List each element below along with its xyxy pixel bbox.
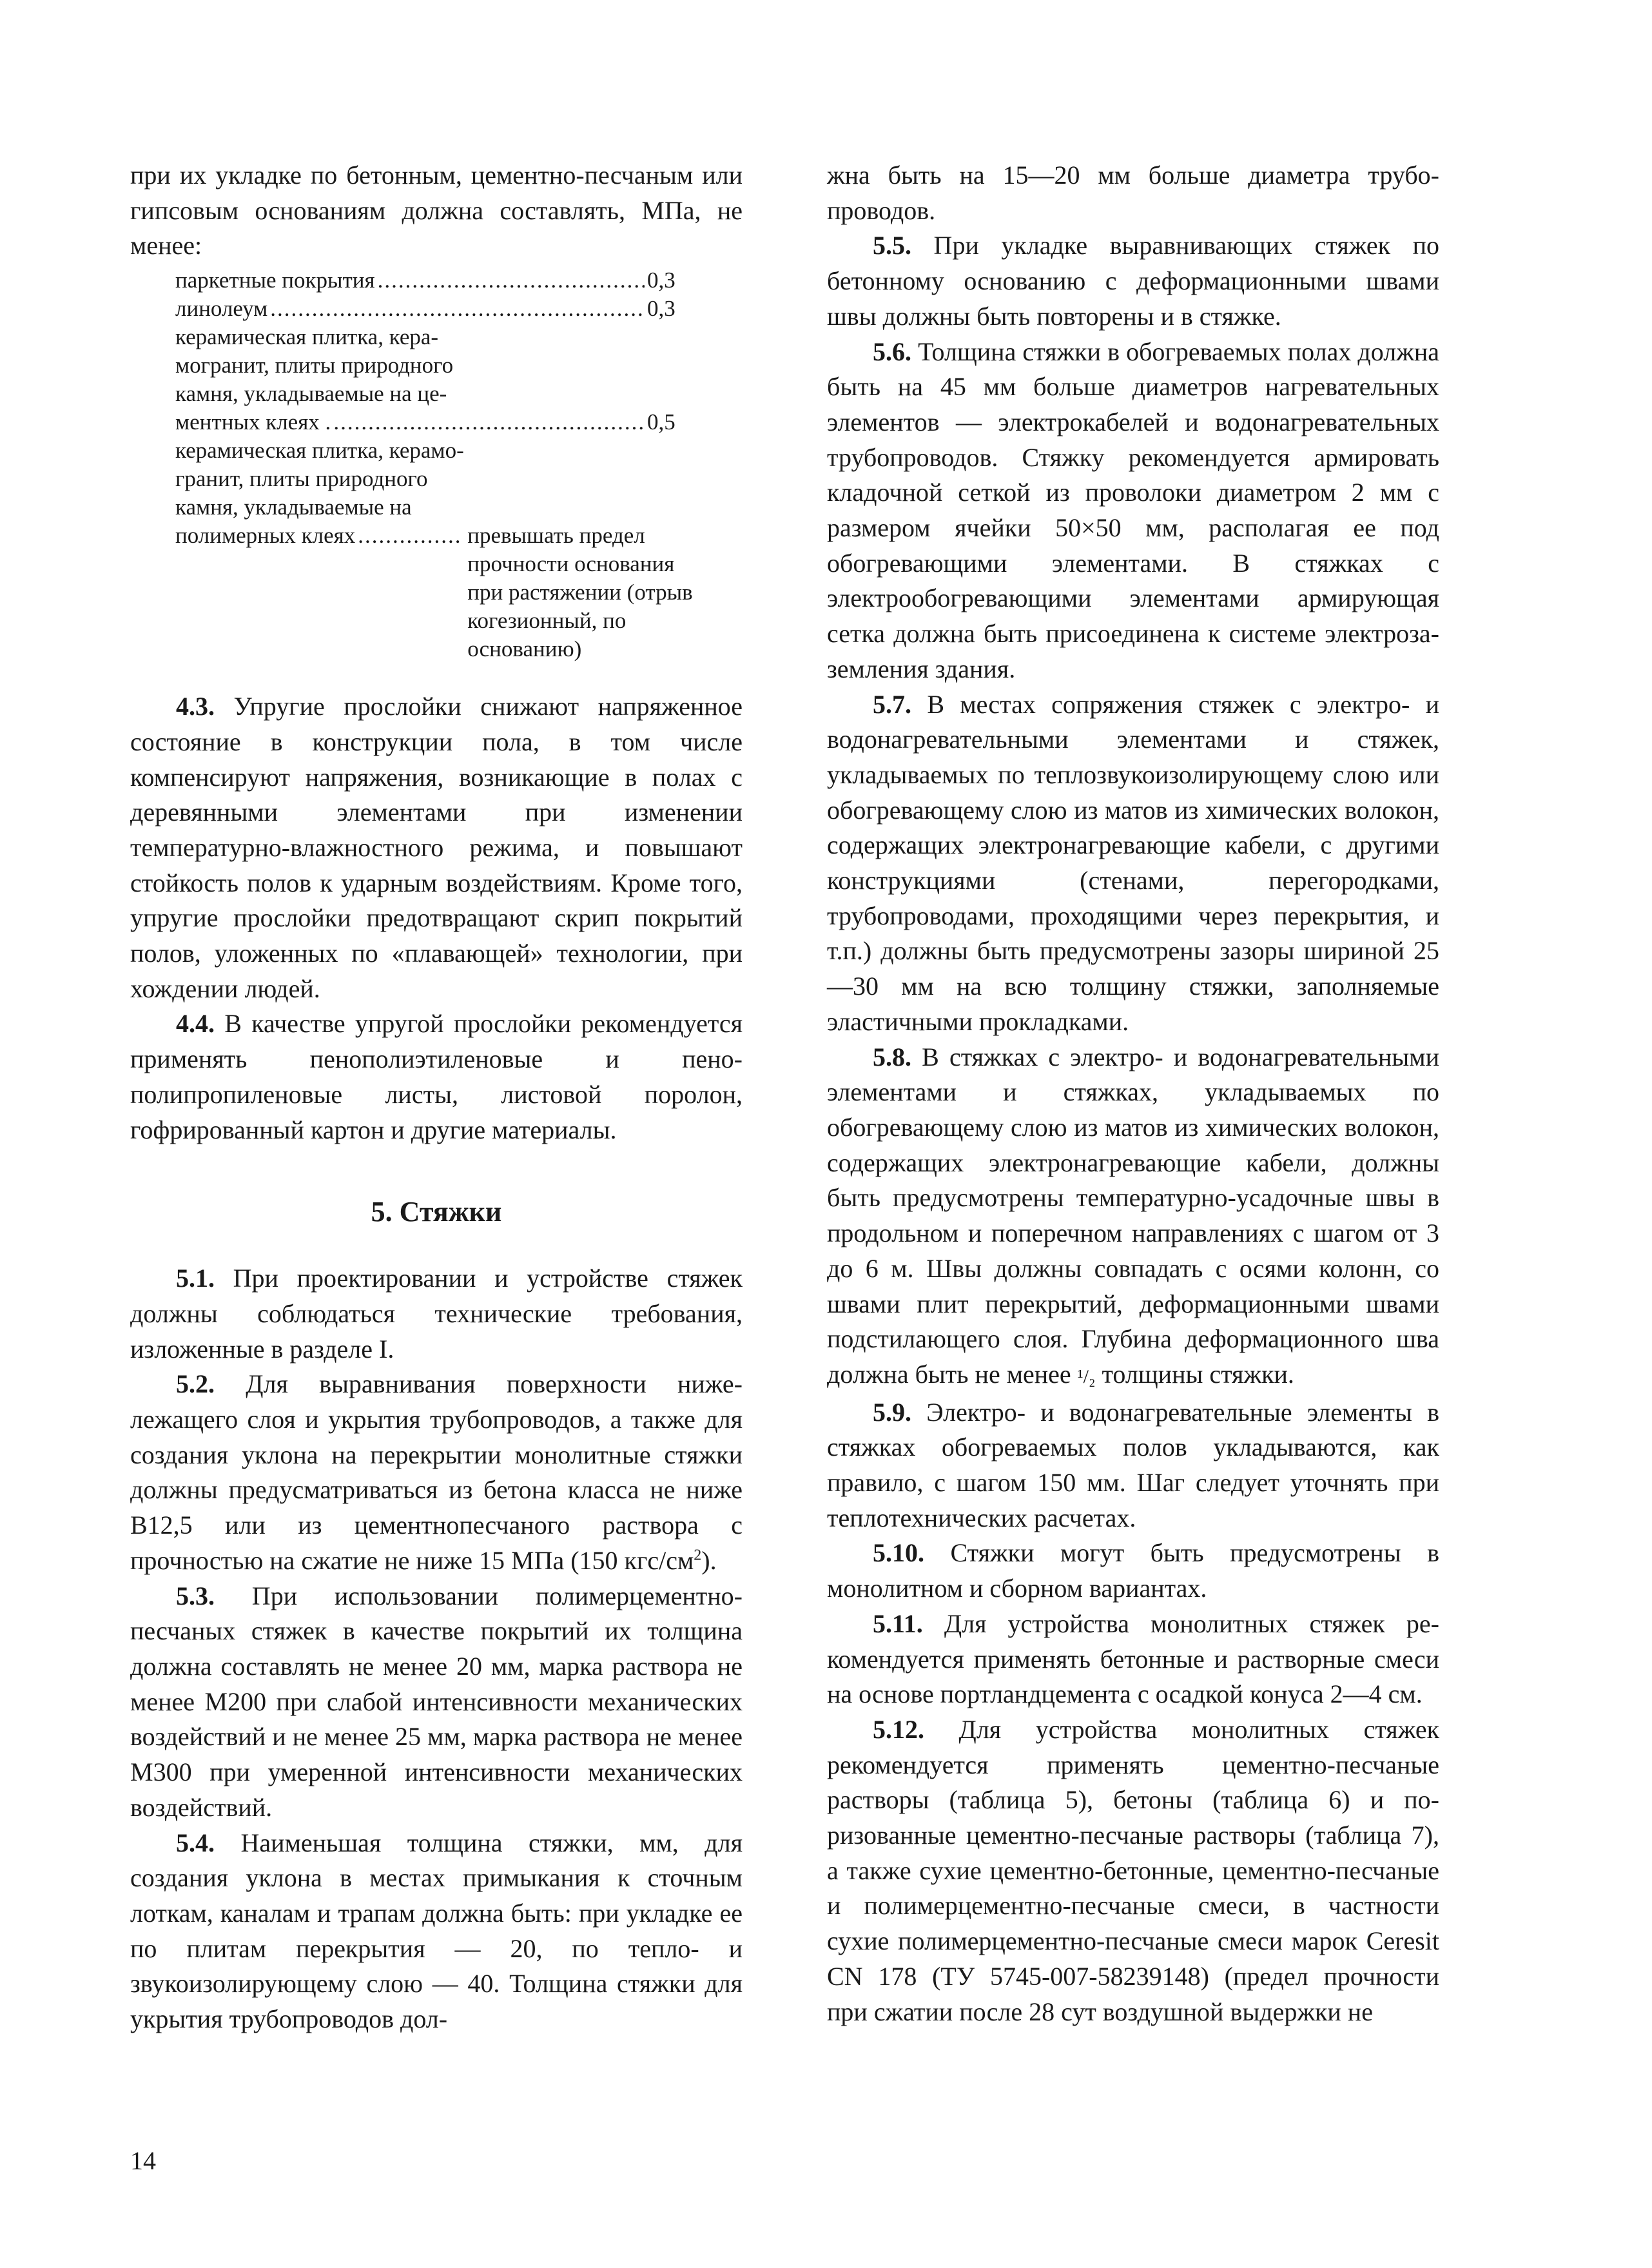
clause-text: Толщина стяжки в обогреваемых полах должна быть на 45 мм больше диаметров нагревательных элементов — электрокабелей и водонагревательных трубопроводов. Стяжку рекомендуется армировать кладочной сеткой из проволоки диаметром 2 мм с размером ячейки 50×50 мм, располагая ее под обогревающими элементами. В стяжках с электрообогревающими элементами армирующая сетка должна быть присоединена к системе электрозаземления здания. bbox=[827, 337, 1439, 683]
clause-number: 5.11. bbox=[873, 1608, 923, 1638]
clause-number: 5.5. bbox=[873, 231, 911, 260]
clause-text: Для устройства монолитных стяжек рекомендуется применять бетонные и растворные смеси на основе портландцемента с осадкой конуса 2—4 см. bbox=[827, 1608, 1439, 1709]
intro-paragraph: при их укладке по бетонным, цементно-песчаным или гипсовым основаниям должна составлять, МПа, не менее: bbox=[130, 161, 743, 260]
paragraph-5-10 bbox=[827, 1536, 1439, 1606]
clause-text: В местах сопряжения стяжек с электро- и водонагревательными элементами и стяжек, укладываемых по теплозвукоизолирующему слою или обогревающему слою из матов из химических волокон, содержащих электронагревающие кабели, с другими конструкциями (стенами, перегородками, трубопроводами, проходящими через перекрытия, и т.п.) должны быть предусмотрены зазоры шириной 25—30 мм на всю толщину стяжки, заполняемые эластичными прокладками. bbox=[827, 689, 1439, 1036]
clause-text: При укладке выравнивающих стяжек по бетонному основанию с деформационными швами швы должны быть повторены и в стяжке. bbox=[827, 231, 1439, 331]
list-item-label-line: керамическая плитка, керамо- bbox=[175, 438, 464, 464]
list-item-value: 0,3 bbox=[647, 296, 675, 322]
fraction: ¹/₂ bbox=[1077, 1365, 1096, 1387]
clause-number: 5.8. bbox=[873, 1042, 911, 1071]
left-column bbox=[130, 158, 743, 2037]
clause-text: Электро- и водонагревательные элементы в стяжках обогреваемых полов укладываются, как правило, с шагом 150 мм. Шаг следует уточнять при теплотехнических расчетах. bbox=[827, 1397, 1439, 1532]
page-number: 14 bbox=[130, 2146, 156, 2175]
paragraph-5-5 bbox=[827, 228, 1439, 334]
paragraph-5-11 bbox=[827, 1607, 1439, 1712]
clause-text: Для выравнивания поверхности нижележащего слоя и укрытия трубопроводов, а также для создания уклона на перекрытии монолитные стяжки должны предусматриваться из бетона класса не ниже В12,5 или из цементнопесчаного раствора с прочностью на сжатие не ниже 15 МПа (150 кгс/см bbox=[130, 1369, 743, 1575]
clause-number: 5.4. bbox=[176, 1828, 215, 1857]
list-item-label-line: полимерных клеях bbox=[175, 523, 356, 549]
clause-text: В качестве упругой прослойки рекомендуется применять пенополиэтиленовые и пенополипропиленовые листы, листовой поролон, гофрированный картон и другие материалы. bbox=[130, 1009, 743, 1144]
clause-number: 5.3. bbox=[176, 1581, 215, 1610]
list-item-label-line: камня, укладываемые на це- bbox=[175, 381, 447, 407]
leader-dots bbox=[333, 408, 645, 436]
list-item-label-line: камня, укладываемые на bbox=[175, 494, 412, 520]
paragraph-4-4 bbox=[130, 1006, 743, 1148]
paragraph-5-6 bbox=[827, 335, 1439, 687]
paragraph-5-12 bbox=[827, 1712, 1439, 2029]
list-item-value: превышать предел прочности основания при растяжении (отрыв когезионный, по основанию) bbox=[467, 523, 693, 662]
adhesion-list bbox=[175, 266, 691, 663]
paragraph-5-8 bbox=[827, 1040, 1439, 1395]
list-item bbox=[175, 295, 691, 323]
list-item bbox=[175, 436, 691, 663]
clause-text: При проектировании и устройстве стяжек должны соблюдаться технические требования, изложенные в разделе I. bbox=[130, 1264, 743, 1364]
clause-text: Для устройства монолитных стяжек рекомендуется применять цементно-песчаные растворы (таблица 5), бетоны (таблица 6) и поризованные цементно-песчаные растворы (таблица 7), а также сухие цементно-бетонные, цементно-песчаные и полимерцементно-песчаные смеси, в частности сухие полимерцементно-песчаные смеси марок Ceresit CN 178 (ТУ 5745-007-58239148) (предел прочности при сжатии после 28 сут воздушной выдержки не bbox=[827, 1714, 1439, 2026]
clause-text: Упругие прослойки снижают напряженное состояние в конструкции пола, в том числе компенсируют напряжения, возникающие в полах с деревянными элементами при изменении температурно-влажностного режима, и повышают стойкость полов к ударным воздействиям. Кроме того, упругие прослойки предотвращают скрип покрытий полов, уложенных по «плавающей» технологии, при хождении людей. bbox=[130, 692, 743, 1003]
list-item-label-line: керамическая плитка, кера- bbox=[175, 324, 439, 350]
paragraph-5-3 bbox=[130, 1579, 743, 1826]
list-item bbox=[175, 323, 691, 436]
clause-text: При использовании полимерцементно-песчаных стяжек в качестве покрытий их толщина должна составлять не менее 20 мм, марка раствора не менее М200 при слабой интенсивности механических воздействий и не менее 25 мм, марка раствора не менее М300 при умеренной интенсивности механических воздействий. bbox=[130, 1581, 743, 1822]
list-item-label-line: могранит, плиты природного bbox=[175, 353, 454, 378]
clause-text: Стяжки могут быть предусмотрены в монолитном и сборном вариантах. bbox=[827, 1538, 1439, 1603]
clause-number: 5.12. bbox=[873, 1714, 924, 1744]
paragraph-5-7 bbox=[827, 687, 1439, 1040]
paragraph-5-1 bbox=[130, 1261, 743, 1367]
clause-number: 5.10. bbox=[873, 1538, 924, 1568]
clause-number: 5.2. bbox=[176, 1369, 215, 1399]
list-item-label: линолеум bbox=[175, 296, 268, 322]
list-item-label-line: ментных клеях . bbox=[175, 409, 331, 435]
list-item-value: 0,3 bbox=[647, 268, 675, 293]
clause-number: 5.1. bbox=[176, 1264, 215, 1293]
leader-dots bbox=[378, 266, 645, 295]
clause-text-end: ). bbox=[701, 1545, 717, 1575]
section-heading: 5. Стяжки bbox=[371, 1196, 502, 1228]
list-item-value: 0,5 bbox=[647, 409, 675, 435]
list-item bbox=[175, 266, 691, 295]
superscript: 2 bbox=[694, 1547, 702, 1564]
clause-number: 4.4. bbox=[176, 1009, 215, 1039]
clause-number: 5.7. bbox=[873, 689, 911, 719]
clause-text-end: толщины стяжки. bbox=[1095, 1359, 1294, 1389]
clause-number: 5.6. bbox=[873, 337, 911, 366]
paragraph-5-9 bbox=[827, 1395, 1439, 1536]
clause-number: 5.9. bbox=[873, 1397, 911, 1427]
leader-dots bbox=[270, 295, 645, 323]
continued-paragraph: жна быть на 15—20 мм больше диаметра трубопроводов. bbox=[827, 161, 1439, 225]
clause-text: В стяжках с электро- и водонагревательными элементами и стяжках, укладываемых по обогревающему слою из матов из химических волокон, содержащих электронагревающие кабели, должны быть предусмотрены температурно-усадочные швы в продольном и поперечном направлениях с шагом от 3 до 6 м. Швы должны совпадать с осями колонн, со швами плит перекрытий, деформационными швами подстилающего слоя. Глубина деформационного шва должна быть не менее bbox=[827, 1042, 1439, 1389]
list-item-label-line: гранит, плиты природного bbox=[175, 466, 428, 492]
clause-number: 4.3. bbox=[176, 692, 215, 721]
right-column bbox=[827, 158, 1439, 2029]
paragraph-5-4 bbox=[130, 1826, 743, 2037]
leader-dots bbox=[358, 522, 461, 550]
paragraph-5-2 bbox=[130, 1367, 743, 1578]
list-item-label: паркетные покрытия bbox=[175, 268, 375, 293]
clause-text: Наименьшая толщина стяжки, мм, для создания уклона в местах примыкания к сточным лоткам, каналам и трапам должна быть: при укладке ее по плитам перекрытия — 20, по тепло- и звукоизолирующему слою — 40. Толщина стяжки для укрытия трубопроводов дол- bbox=[130, 1828, 743, 2034]
paragraph-4-3 bbox=[130, 689, 743, 1006]
